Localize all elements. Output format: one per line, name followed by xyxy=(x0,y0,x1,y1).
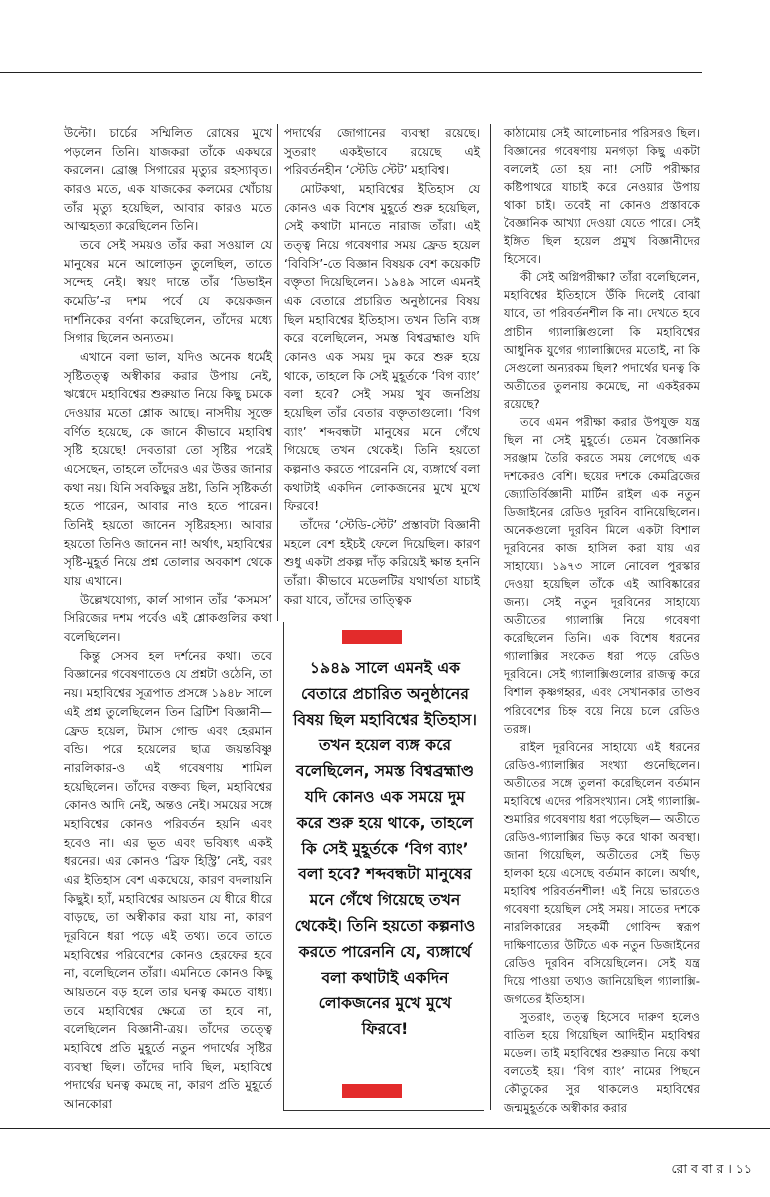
column-divider xyxy=(490,124,491,1110)
bottom-rule xyxy=(0,1128,770,1129)
article-column-3 xyxy=(504,124,700,1117)
paragraph: পদার্থের জোগানের ব্যবস্থা রয়েছে। সুতরাং একইভাবে রয়েছে এই পরিবর্তনহীন ‘স্টেডি স্টেট’ মহাবিশ্ব। xyxy=(284,126,480,178)
paragraph: তবে সেই সময়ও তাঁর করা সওয়াল যে মানুষের মনে আলোড়ন তুলেছিল, তাতে সন্দেহ নেই। স্বয়ং দান্তে তাঁর ‘ডিভাইন কমেডি’-র দশম পর্বে যে কয়েকজন দার্শনিকের বর্ণনা করেছিলেন, তাঁদের মধ্যে সিগার ছিলেন অন্যতম। xyxy=(64,238,272,346)
page-folio: রো ব বা র । ১১ xyxy=(671,1161,752,1176)
pull-quote-bottom-bar xyxy=(342,1084,402,1098)
pull-quote: ১৯৪৯ সালে এমনই এক বেতারে প্রচারিত অনুষ্ঠানের বিষয় ছিল মহাবিশ্বের ইতিহাস। তখন হয়েল ব্যঙ্গ করে বলেছিলেন, সমস্ত বিশ্বব্রহ্মাণ্ড যদি কোনও এক সময়ে দুম করে শুরু হয়ে থাকে, তাহলে কি সেই মুহূর্তকে ‘বিগ ব্যাং’ বলা হবে? শব্দবন্ধটা মানুষের মনে গেঁথে গিয়েছে তখন থেকেই। তিনি হয়তো কল্পনাও করতে পারেননি যে, ব্যঙ্গার্থে বলা কথাটাই একদিন লোকজনের মুখে মুখে ফিরবে! xyxy=(293,659,477,1039)
paragraph: কী সেই অগ্নিপরীক্ষা? তাঁরা বলেছিলেন, মহাবিশ্বের ইতিহাসে উঁকি দিলেই বোঝা যাবে, তা পরিবর্তনশীল কি না। দেখতে হবে প্রাচীন গ্যালাক্সিগুলো কি মহাবিশ্বের আধুনিক যুগের গ্যালাক্সিদের মতোই, না কি সেগুলো অন্যরকম ছিল? পদার্থের ঘনত্ব কি অতীতের তুলনায় কমেছে, না একইরকম রয়েছে? xyxy=(504,270,700,411)
column-divider xyxy=(277,124,278,621)
paragraph: কিন্তু সেসব হল দর্শনের কথা। তবে বিজ্ঞানের গবেষণাতেও যে প্রশ্নটা ওঠেনি, তা নয়। মহাবিশ্বের সূত্রপাত প্রসঙ্গে ১৯৪৮ সালে এই প্রশ্ন তুলেছিলেন তিন ব্রিটিশ বিজ্ঞানী— ফ্রেড হয়েল, টমাস গোল্ড এবং হেরমান বন্ডি। পরে হয়েলের ছাত্র জয়ন্তবিষ্ণু নারলিকার-ও এই গবেষণায় শামিল হয়েছিলেন। তাঁদের বক্তব্য ছিল, মহাবিশ্বের কোনও আদি নেই, অন্তও নেই। সময়ের সঙ্গে মহাবিশ্বের কোনও পরিবর্তন হয়নি এবং হবেও না। এর ভূত এবং ভবিষ্যৎ একই ধরনের। এর কোনও ‘ব্রিফ হিস্ট্রি’ নেই, বরং এর ইতিহাস বেশ একঘেয়ে, কারণ বদলায়নি কিছুই। হ্যাঁ, মহাবিশ্বের আয়তন যে ধীরে ধীরে বাড়ছে, তা অস্বীকার করা যায় না, কারণ দূরবিনে ধরা পড়ে এই তথ্য। তবে তাতে মহাবিশ্বের পরিবেশের কোনও হেরফের হবে না, বলেছিলেন তাঁরা। এমনিতে কোনও কিছু আয়তনে বড় হলে তার ঘনত্ব কমতে বাধ্য। তবে মহাবিশ্বের ক্ষেত্রে তা হবে না, বলেছিলেন বিজ্ঞানী-ত্রয়। তাঁদের তত্ত্বে মহাবিশ্বে প্রতি মুহূর্তে নতুন পদার্থের সৃষ্টির ব্যবস্থা ছিল। তাঁদের দাবি ছিল, মহাবিশ্বে পদার্থের ঘনত্ব কমছে না, কারণ প্রতি মুহূর্তে আনকোরা xyxy=(64,648,272,1111)
top-rule xyxy=(0,72,702,73)
paragraph: তবে এমন পরীক্ষা করার উপযুক্ত যন্ত্র ছিল না সেই মুহূর্তে। তেমন বৈজ্ঞানিক সরঞ্জাম তৈরি করতে সময় লেগেছে এক দশকেরও বেশি। ছয়ের দশকে কেমব্রিজের জ্যোতির্বিজ্ঞানী মার্টিন রাইল এক নতুন ডিজাইনের রেডিও দূরবিন বানিয়েছিলেন। অনেকগুলো দূরবিন মিলে একটা বিশাল দূরবিনের কাজ হাসিল করা যায় এর সাহায্যে। ১৯৭৩ সালে নোবেল পুরস্কার দেওয়া হয়েছিল তাঁকে এই আবিষ্কারের জন্য। সেই নতুন দূরবিনের সাহায্যে অতীতের গ্যালাক্সি নিয়ে গবেষণা করেছিলেন তিনি। এক বিশেষ ধরনের গ্যালাক্সির সংকেত ধরা পড়ে রেডিও দূরবিনে। সেই গ্যালাক্সিগুলোর রাজত্ব করে বিশাল কৃষ্ণগহ্বর, এবং সেখানকার তাণ্ডব পরিবেশের চিহ্ন বয়ে নিয়ে চলে রেডিও তরঙ্গ। xyxy=(504,414,700,736)
paragraph: তাঁদের ‘স্টেডি-স্টেট’ প্রস্তাবটা বিজ্ঞানী মহলে বেশ হইচই ফেলে দিয়েছিল। কারণ শুধু একটা প্রকল্প দাঁড় করিয়েই ক্ষান্ত হননি তাঁরা। কীভাবে মডেলটির যথার্থতা যাচাই করা যাবে, তাঁদের তাত্ত্বিক xyxy=(284,518,480,607)
paragraph: উল্লেখযোগ্য, কার্ল সাগান তাঁর ‘কসমস’ সিরিজের দশম পর্বেও এই শ্লোকগুলির কথা বলেছিলেন। xyxy=(64,592,272,645)
article-column-2 xyxy=(284,124,480,609)
paragraph: কাঠামোয় সেই আলোচনার পরিসরও ছিল। বিজ্ঞানের গবেষণায় মনগড়া কিছু একটা বললেই তো হয় না! সেটি পরীক্ষার কষ্টিপাথরে যাচাই করে নেওয়ার উপায় থাকা চাই। তবেই না কোনও প্রস্তাবকে বৈজ্ঞানিক আখ্যা দেওয়া যেতে পারে। সেই ইঙ্গিত ছিল হয়েল প্রমুখ বিজ্ঞানীদের হিসেবে। xyxy=(504,126,700,267)
paragraph: মোটকথা, মহাবিশ্বের ইতিহাস যে কোনও এক বিশেষ মুহূর্তে শুরু হয়েছিল, সেই কথাটা মানতে নারাজ তাঁরা। এই তত্ত্ব নিয়ে গবেষণার সময় ফ্রেড হয়েল ‘বিবিসি’-তে বিজ্ঞান বিষয়ক বেশ কয়েকটি বক্তৃতা দিয়েছিলেন। ১৯৪৯ সালে এমনই এক বেতারে প্রচারিত অনুষ্ঠানের বিষয় ছিল মহাবিশ্বের ইতিহাস। তখন তিনি ব্যঙ্গ করে বলেছিলেন, সমস্ত বিশ্বব্রহ্মাণ্ড যদি কোনও এক সময় দুম করে শুরু হয়ে থাকে, তাহলে কি সেই মুহূর্তকে ‘বিগ ব্যাং’ বলা হবে? সেই সময় খুব জনপ্রিয় হয়েছিল তাঁর বেতার বক্তৃতাগুলো। ‘বিগ ব্যাং’ শব্দবন্ধটা মানুষের মনে গেঁথে গিয়েছে তখন থেকেই। তিনি হয়তো কল্পনাও করতে পারেননি যে, ব্যঙ্গার্থে বলা কথাটাই একদিন লোকজনের মুখে মুখে ফিরবে! xyxy=(284,182,480,514)
paragraph: এখানে বলা ভাল, যদিও অনেক ধর্মেই সৃষ্টিতত্ত্ব অস্বীকার করার উপায় নেই, ঋগ্বেদে মহাবিশ্বের শুরুয়াত নিয়ে কিছু চমকে দেওয়ার মতো শ্লোক আছে। নাসদীয় সূক্তে বর্ণিত হয়েছে, কে জানে কীভাবে মহাবিশ্ব সৃষ্টি হয়েছে! দেবতারা তো সৃষ্টির পরেই এসেছেন, তাহলে তাঁদেরও এর উত্তর জানার কথা নয়। যিনি সবকিছুর দ্রষ্টা, তিনি সৃষ্টিকর্তা হতে পারেন, আবার নাও হতে পারেন। তিনিই হয়তো জানেন সৃষ্টিরহস্য। আবার হয়তো তিনিও জানেন না! অর্থাৎ, মহাবিশ্বের সৃষ্টি-মুহূর্ত নিয়ে প্রশ্ন তোলার অবকাশ থেকে যায় এখানে। xyxy=(64,350,272,589)
paragraph: সুতরাং, তত্ত্ব হিসেবে দারুণ হলেও বাতিল হয়ে গিয়েছিল আদিহীন মহাবিশ্বর মডেল। তাই মহাবিশ্বের শুরুয়াত নিয়ে কথা বলতেই হয়। ‘বিগ ব্যাং’ নামের পিছনে কৌতুকের সুর থাকলেও মহাবিশ্বের জন্মমুহূর্তকে অস্বীকার করার xyxy=(504,1010,700,1115)
pull-quote-top-bar xyxy=(342,630,402,644)
paragraph: উল্টো। চার্চের সম্মিলিত রোষের মুখে পড়লেন তিনি। যাজকরা তাঁকে একঘরে করলেন। ব্রোঞ্জ সিগারের মৃত্যুর রহস্যাবৃত। কারও মতে, এক যাজকের কলমের খোঁচায় তাঁর মৃত্যু হয়েছিল, আবার কারও মতে আত্মহত্যা করেছিলেন তিনি। xyxy=(64,126,272,234)
article-column-1 xyxy=(64,124,272,1114)
paragraph: রাইল দূরবিনের সাহায্যে এই ধরনের রেডিও-গ্যালাক্সির সংখ্যা গুনেছিলেন। অতীতের সঙ্গে তুলনা করেছিলেন বর্তমান মহাবিশ্বে এদের পরিসংখ্যান। সেই গ্যালাক্সি-শুমারির গবেষণায় ধরা পড়েছিল— অতীতে রেডিও-গ্যালাক্সির ভিড় করে থাকা অবস্থা। জানা গিয়েছিল, অতীতের সেই ভিড় হালকা হয়ে এসেছে বর্তমান কালে। অর্থাৎ, মহাবিশ্ব পরিবর্তনশীল! এই নিয়ে ভারতেও গবেষণা হয়েছিল সেই সময়। সাতের দশকে নারলিকারের সহকর্মী গোবিন্দ স্বরূপ দাক্ষিণাত্যের উটিতে এক নতুন ডিজাইনের রেডিও দূরবিন বসিয়েছিলেন। সেই যন্ত্র দিয়ে পাওয়া তথ্যও জানিয়েছিল গ্যালাক্সি-জগতের ইতিহাস। xyxy=(504,739,700,1007)
